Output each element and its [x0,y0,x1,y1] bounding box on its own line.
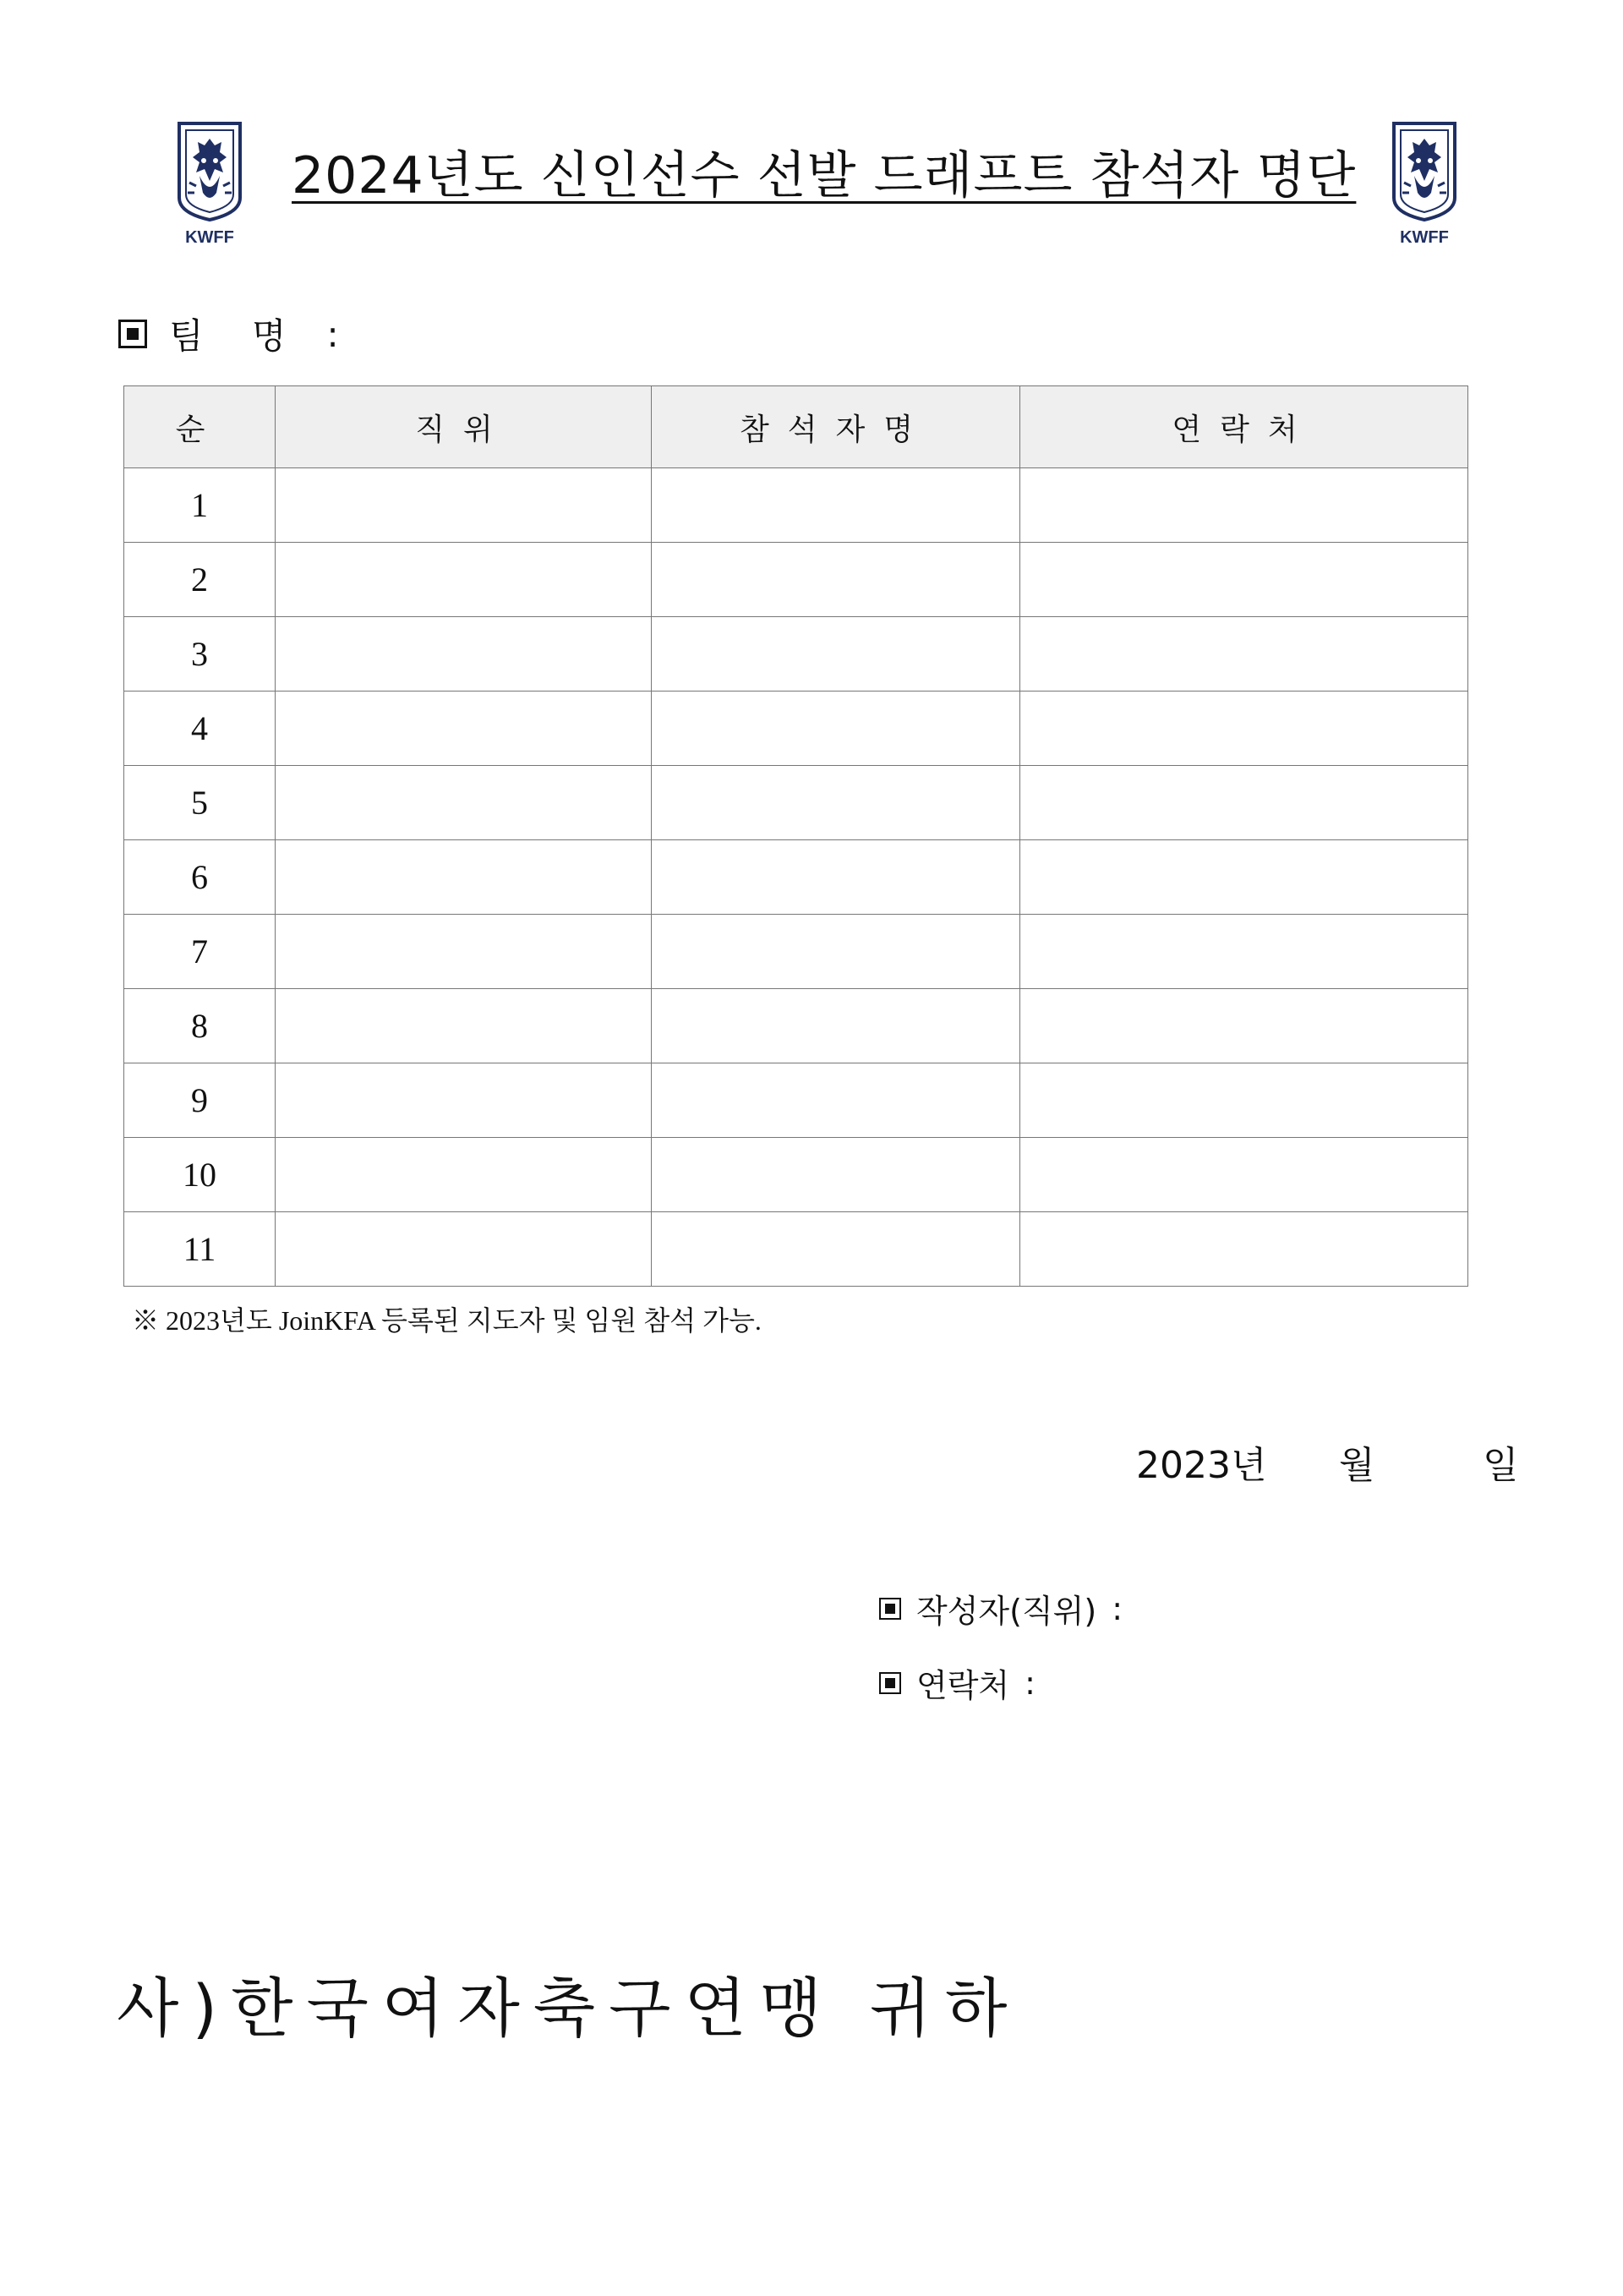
attendee-name-cell[interactable] [652,840,1020,915]
position-cell[interactable] [276,468,652,543]
team-name-label: 팀 명 [169,315,305,357]
kwff-tiger-emblem-icon [1391,120,1458,247]
table-row [124,766,1468,840]
addressee: 사)한국여자축구연맹 귀하 [117,1971,1021,2046]
contact-colon: : [1025,1664,1036,1702]
author-label: 작성자(직위) [916,1593,1097,1630]
table-row [124,617,1468,692]
position-cell[interactable] [276,989,652,1063]
contact-label: 연락처 [916,1667,1010,1704]
row-number-cell: 8 [124,989,276,1063]
attendee-name-cell[interactable] [652,989,1020,1063]
attendee-table [123,385,1468,1287]
attendee-name-cell[interactable] [652,1138,1020,1212]
contact-row [879,1659,1036,1706]
filled-square-bullet-icon [879,1598,901,1620]
position-cell[interactable] [276,840,652,915]
header-attendee-name: 참석자명 [652,386,1020,468]
table-row [124,989,1468,1063]
table-row [124,543,1468,617]
kwff-tiger-emblem-icon [176,120,243,247]
author-row [879,1585,1123,1632]
row-number-cell: 6 [124,840,276,915]
contact-cell[interactable] [1020,1063,1468,1138]
table-row [124,1138,1468,1212]
table-row [124,468,1468,543]
author-colon: : [1112,1589,1123,1627]
date-year: 2023년 [1136,1444,1267,1487]
contact-cell[interactable] [1020,692,1468,766]
position-cell[interactable] [276,692,652,766]
kwff-logo-text: KWFF [1400,228,1449,247]
row-number-cell: 7 [124,915,276,989]
contact-cell[interactable] [1020,1212,1468,1287]
header-contact: 연락처 [1020,386,1468,468]
contact-cell[interactable] [1020,543,1468,617]
filled-square-bullet-icon [879,1672,901,1694]
attendee-name-cell[interactable] [652,1063,1020,1138]
kwff-logo-right [1391,120,1458,247]
attendee-name-cell[interactable] [652,468,1020,543]
table-row [124,1063,1468,1138]
kwff-logo-left [176,120,243,247]
position-cell[interactable] [276,1063,652,1138]
date-day: 일 [1483,1444,1519,1487]
attendee-name-cell[interactable] [652,915,1020,989]
table-row [124,1212,1468,1287]
attendee-name-cell[interactable] [652,543,1020,617]
attendee-name-cell[interactable] [652,692,1020,766]
contact-cell[interactable] [1020,766,1468,840]
contact-cell[interactable] [1020,915,1468,989]
attendee-name-cell[interactable] [652,617,1020,692]
position-cell[interactable] [276,543,652,617]
team-name-colon: : [326,313,339,355]
contact-cell[interactable] [1020,840,1468,915]
contact-cell[interactable] [1020,468,1468,543]
row-number-cell: 9 [124,1063,276,1138]
attendee-name-cell[interactable] [652,766,1020,840]
row-number-cell: 4 [124,692,276,766]
row-number-cell: 2 [124,543,276,617]
header-position: 직위 [276,386,652,468]
position-cell[interactable] [276,1212,652,1287]
table-header-row [124,386,1468,468]
contact-cell[interactable] [1020,1138,1468,1212]
position-cell[interactable] [276,915,652,989]
row-number-cell: 10 [124,1138,276,1212]
table-row [124,915,1468,989]
contact-cell[interactable] [1020,617,1468,692]
row-number-cell: 11 [124,1212,276,1287]
kwff-logo-text: KWFF [185,228,234,247]
table-row [124,840,1468,915]
row-number-cell: 3 [124,617,276,692]
contact-cell[interactable] [1020,989,1468,1063]
eligibility-note: ※ 2023년도 JoinKFA 등록된 지도자 및 임원 참석 가능. [132,1305,762,1336]
filled-square-bullet-icon [118,320,147,348]
table-row [124,692,1468,766]
position-cell[interactable] [276,766,652,840]
position-cell[interactable] [276,1138,652,1212]
document-title: 2024년도 신인선수 선발 드래프트 참석자 명단 [292,146,1357,205]
header-order: 순 [124,386,276,468]
team-name-row [118,309,339,359]
row-number-cell: 5 [124,766,276,840]
attendee-name-cell[interactable] [652,1212,1020,1287]
position-cell[interactable] [276,617,652,692]
date-month: 월 [1339,1444,1375,1487]
row-number-cell: 1 [124,468,276,543]
